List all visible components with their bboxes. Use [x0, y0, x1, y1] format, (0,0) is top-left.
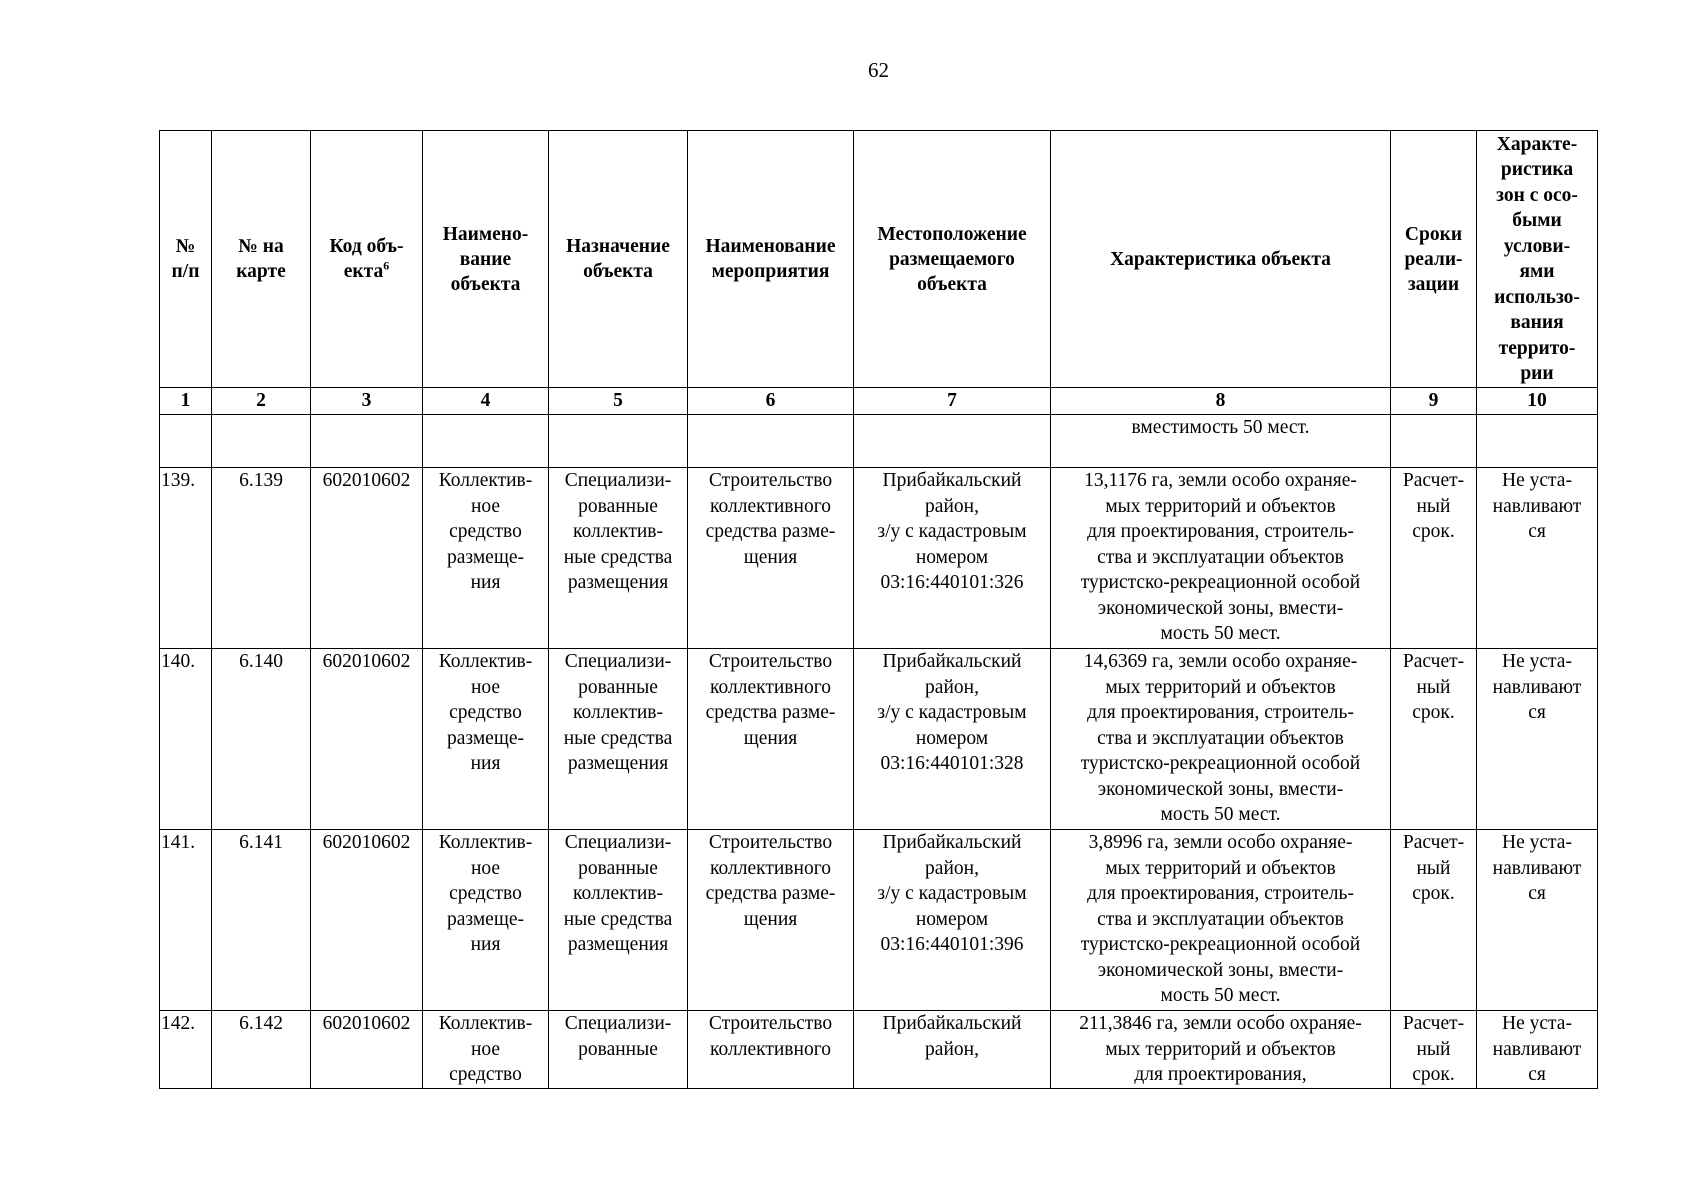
- cell-num: 142.: [160, 1011, 212, 1089]
- cell-measure: Строительство коллективного: [688, 1011, 854, 1089]
- cell-location: Прибайкальский район, з/у с кадастровым номером 03:16:440101:326: [854, 468, 1051, 649]
- cell-characteristic: 3,8996 га, земли особо охраняе- мых территорий и объектов для проектирования, строитель- ства и эксплуатации объектов туристско-рекреационной особой экономической зоны, вмести- мость 50 мест.: [1051, 830, 1391, 1011]
- header-object-name: Наимено- вание объекта: [423, 131, 549, 388]
- cell-zones: Не уста- навливают ся: [1477, 1011, 1598, 1089]
- cell-location: Прибайкальский район, з/у с кадастровым номером 03:16:440101:396: [854, 830, 1051, 1011]
- column-number: 10: [1477, 388, 1598, 415]
- cell-name: Коллектив- ное средство: [423, 1011, 549, 1089]
- column-number: 2: [212, 388, 311, 415]
- cell-measure: Строительство коллективного средства разме- щения: [688, 468, 854, 649]
- column-number: 5: [549, 388, 688, 415]
- cell-num: 140.: [160, 649, 212, 830]
- header-map-num: № на карте: [212, 131, 311, 388]
- table-row: [160, 649, 1598, 830]
- cell-map: 6.140: [212, 649, 311, 830]
- cell-purpose: Специализи- рованные: [549, 1011, 688, 1089]
- cell-location: Прибайкальский район, з/у с кадастровым номером 03:16:440101:328: [854, 649, 1051, 830]
- cell-term: Расчет- ный срок.: [1391, 468, 1477, 649]
- objects-table: [159, 130, 1598, 1089]
- cell-name: Коллектив- ное средство размеще- ния: [423, 468, 549, 649]
- cell-zones: Не уста- навливают ся: [1477, 468, 1598, 649]
- header-location: Местоположение размещаемого объекта: [854, 131, 1051, 388]
- header-measure-name: Наименование мероприятия: [688, 131, 854, 388]
- cell-purpose: Специализи- рованные коллектив- ные средства размещения: [549, 649, 688, 830]
- cell-measure: Строительство коллективного средства разме- щения: [688, 649, 854, 830]
- header-object-code: [311, 131, 423, 388]
- header-term: Сроки реали- зации: [1391, 131, 1477, 388]
- cell-code: 602010602: [311, 649, 423, 830]
- cell-num: 139.: [160, 468, 212, 649]
- cell-code: 602010602: [311, 830, 423, 1011]
- cell-zones: Не уста- навливают ся: [1477, 830, 1598, 1011]
- cell-characteristic: 211,3846 га, земли особо охраняе- мых территорий и объектов для проектирования,: [1051, 1011, 1391, 1089]
- table-row: [160, 830, 1598, 1011]
- cell-location: Прибайкальский район,: [854, 1011, 1051, 1089]
- cell-purpose: Специализи- рованные коллектив- ные средства размещения: [549, 468, 688, 649]
- cell-purpose: Специализи- рованные коллектив- ные средства размещения: [549, 830, 688, 1011]
- cell-code: 602010602: [311, 468, 423, 649]
- header-num: № п/п: [160, 131, 212, 388]
- column-number: 7: [854, 388, 1051, 415]
- column-number: 6: [688, 388, 854, 415]
- header-characteristic: Характеристика объекта: [1051, 131, 1391, 388]
- header-row: [160, 131, 1598, 388]
- column-number-row: [160, 388, 1598, 415]
- column-number: 8: [1051, 388, 1391, 415]
- cell-map: 6.139: [212, 468, 311, 649]
- cell-num: 141.: [160, 830, 212, 1011]
- cell-measure: Строительство коллективного средства разме- щения: [688, 830, 854, 1011]
- column-number: 3: [311, 388, 423, 415]
- cell-term: Расчет- ный срок.: [1391, 1011, 1477, 1089]
- page-number: 62: [868, 58, 889, 82]
- cell-name: Коллектив- ное средство размеще- ния: [423, 649, 549, 830]
- column-number: 4: [423, 388, 549, 415]
- cell-characteristic: 14,6369 га, земли особо охраняе- мых территорий и объектов для проектирования, строитель- ства и эксплуатации объектов туристско-рекреационной особой экономической зоны, вмести- мость 50 мест.: [1051, 649, 1391, 830]
- column-number: 1: [160, 388, 212, 415]
- footnote-marker: 6: [383, 258, 390, 273]
- cell-characteristic: 13,1176 га, земли особо охраняе- мых территорий и объектов для проектирования, строитель- ства и эксплуатации объектов туристско-рекреационной особой экономической зоны, вмести- мость 50 мест.: [1051, 468, 1391, 649]
- cell-name: Коллектив- ное средство размеще- ния: [423, 830, 549, 1011]
- cell-zones: Не уста- навливают ся: [1477, 649, 1598, 830]
- header-zones: Характе- ристика зон с осо- быми услови- ями использо- вания террито- рии: [1477, 131, 1598, 388]
- cell-term: Расчет- ный срок.: [1391, 830, 1477, 1011]
- cell-map: 6.142: [212, 1011, 311, 1089]
- header-object-purpose: Назначение объекта: [549, 131, 688, 388]
- continuation-row: [160, 415, 1598, 468]
- cell-map: 6.141: [212, 830, 311, 1011]
- continuation-text: вместимость 50 мест.: [1051, 415, 1391, 468]
- table-row: [160, 1011, 1598, 1089]
- cell-term: Расчет- ный срок.: [1391, 649, 1477, 830]
- column-number: 9: [1391, 388, 1477, 415]
- table-row: [160, 468, 1598, 649]
- cell-code: 602010602: [311, 1011, 423, 1089]
- header-object-code-text: Код объ- екта: [329, 236, 404, 282]
